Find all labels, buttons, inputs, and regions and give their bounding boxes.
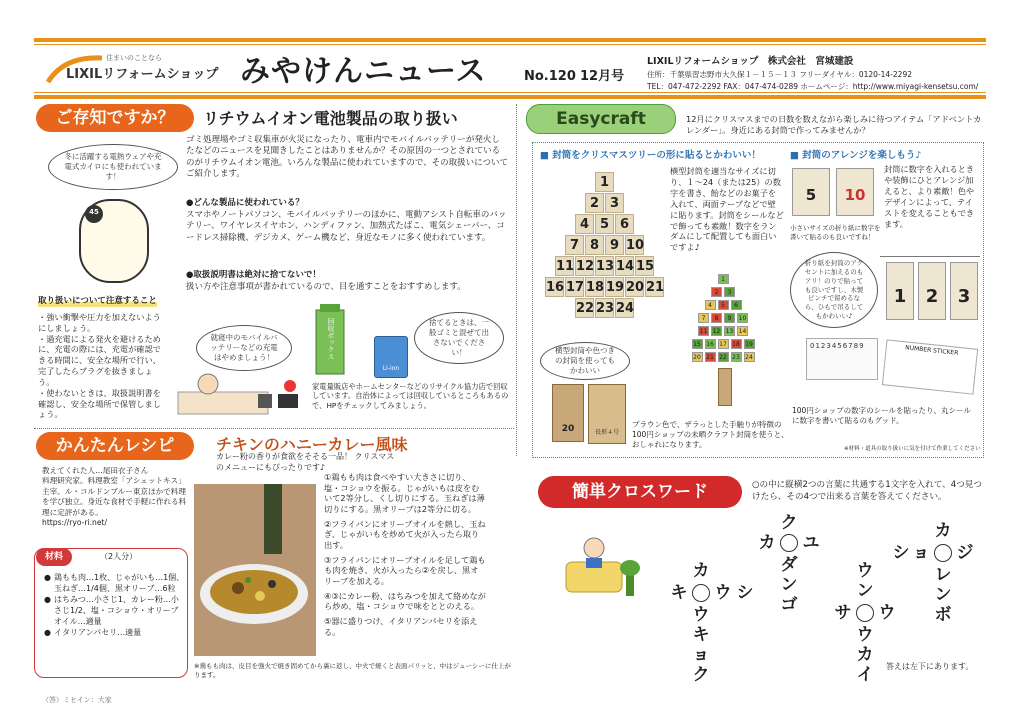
sticker-sheet-2 xyxy=(882,339,978,394)
crossword-char: カ xyxy=(934,521,952,541)
envelope-cell: 1 xyxy=(718,274,729,284)
header-bottom-bar xyxy=(34,95,986,99)
crossword-char: ョ xyxy=(912,543,930,563)
advent-number-cell: 24 xyxy=(615,298,634,318)
battery-number: 45 xyxy=(89,208,99,216)
easycraft-intro: 12月にクリスマスまでの日数を数えながら楽しみに待つアイテム「アドベントカレンダー」。身近にある封筒で作ってみませんか？ xyxy=(686,114,982,136)
bubble-envelope: 横型封筒や色つきの封筒を使ってもかわいい xyxy=(540,342,630,380)
advent-number-cell: 22 xyxy=(575,298,594,318)
envelope-tree xyxy=(658,262,790,412)
section1-intro: ゴミ処理場やゴミ収集車が火災になったり、電車内でモバイルバッテリーが発火したなどのニュースを見聞きしたことはありませんか？その原因の一つとされているのがリチウムイオン電池。いろんな製品に使われていますので、その取扱いについてご紹介します。 xyxy=(186,135,508,180)
crossword-char: ゴ xyxy=(780,595,798,615)
crossword-char: ダ xyxy=(780,555,798,575)
arrange-number-10: 10 xyxy=(844,186,866,204)
envelope-cell: 16 xyxy=(706,341,714,348)
recipe-step: ⑤器に盛りつけ、イタリアンパセリを添える。 xyxy=(324,615,478,637)
advent-number-cell: 19 xyxy=(605,277,624,297)
envelope-cell: 23 xyxy=(732,354,740,361)
envelope-sample-1 xyxy=(552,384,584,442)
advent-number-cell: 20 xyxy=(625,277,644,297)
crossword-blank-circle[interactable] xyxy=(856,604,874,622)
advent-number-cell: 12 xyxy=(575,256,594,276)
recipe-step: ④③にカレー粉、はちみつを加えて絡めながら炒め、塩・コショウで味をととのえる。 xyxy=(324,590,486,612)
armchair-reader-icon xyxy=(562,522,644,602)
envelope-cell: 10 xyxy=(738,315,747,322)
crossword-char: カ xyxy=(758,533,776,553)
envelope-cell: 6 xyxy=(731,300,742,310)
caution-title: 取り扱いについて注意すること xyxy=(38,296,157,306)
sticker-sheet-1 xyxy=(806,338,878,380)
crossword-char: ウ xyxy=(856,625,874,645)
advent-number-cell: 2 xyxy=(585,193,604,213)
envelope-cell: 17 xyxy=(719,341,727,348)
bed-icon xyxy=(174,362,306,420)
tree-description: 横型封筒を適当なサイズに切り、１～24（または25）の数字を書き、飴などのお菓子を入れて、両面テープなどで壁に貼ります。封筒をシールなどで飾っても素敵！数字をランダムにして配置しても面白いですよ♪ xyxy=(670,166,784,253)
envelope-cell: 13 xyxy=(725,328,734,335)
envelope-cell: 8 xyxy=(711,313,722,323)
envelope-cell: 22 xyxy=(719,354,727,361)
logo-tagline: 住まいのことなら xyxy=(106,54,162,62)
materials-footnote: ※材料・道具の取り扱いに気を付けて作業してください xyxy=(844,446,981,452)
bullet-icon: ● xyxy=(44,595,51,605)
hanging-envelope-2 xyxy=(918,262,946,320)
recipe-author: 教えてくれた人…尾田衣子さん 料理研究家。料理教室「アシェットキス」主宰。ル・コルドンブルー東京ほかで料理を学び独立。身近な食材で手軽に作れる料理に定評がある。 https://ryo-ri.net/ xyxy=(42,466,187,528)
recipe-step: ②フライパンにオリーブオイルを熱し、玉ねぎ、じゃがいもを炒めて火が入ったら取り出す。 xyxy=(324,518,486,550)
section1-q2: ●取扱説明書は絶対に捨てないで！ xyxy=(186,270,321,280)
advent-number-cell: 9 xyxy=(605,235,624,255)
battery-illustration xyxy=(76,196,152,286)
crossword-char: ク xyxy=(780,513,798,533)
crossword-blank-circle[interactable] xyxy=(780,534,798,552)
ingredient-text: イタリアンパセリ…適量 xyxy=(54,628,142,638)
ingredients-list xyxy=(44,572,186,638)
collection-box xyxy=(312,302,348,376)
recipe-steps xyxy=(324,472,486,637)
arrange-envelope-5 xyxy=(792,168,830,216)
ingredient-text: はちみつ…小さじ1、カレー粉…小さじ1/2、塩・コショウ・オリーブオイル…適量 xyxy=(54,595,179,627)
recipe-step: ③フライパンにオリーブオイルを足して鶏もも肉を焼き、火が入ったら②を戻し、黒オリーブを加える。 xyxy=(324,554,486,586)
advent-number-cell: 8 xyxy=(585,235,604,255)
advent-number-cell: 18 xyxy=(585,277,604,297)
reading-person-illustration xyxy=(562,522,644,602)
header-top-line xyxy=(34,44,986,45)
bubble-origami: 折り紙を封筒のアクセントに加えるのもアリ！のりで貼っても良いですし、木製ピンチで留めるなら、ひもで吊るしてもかわいい♪ xyxy=(790,252,878,328)
issue-month: 12月号 xyxy=(580,69,625,84)
hanging-envelope-1 xyxy=(886,262,914,320)
advent-number-cell: 1 xyxy=(595,172,614,192)
crossword-char: キ xyxy=(692,625,710,645)
hanging-envelopes xyxy=(880,252,980,324)
envelope-cell: 11 xyxy=(699,328,708,335)
envelope-cell: 2 xyxy=(711,287,722,297)
recipe-title: チキンのハニーカレー風味 xyxy=(216,435,408,454)
advent-number-cell: 13 xyxy=(595,256,614,276)
section-pill-easycraft: Easycraft xyxy=(526,104,676,134)
crossword-char: ク xyxy=(692,665,710,685)
crossword-blank-circle[interactable] xyxy=(934,544,952,562)
envelope-cell: 18 xyxy=(732,341,740,348)
arrange-description: 封筒に数字を入れるときや装飾にひとアレンジ加えると、より素敵！色やデザインによって、テイストを変えることもできます。 xyxy=(884,164,975,230)
recipe-subtitle: カレー粉の香りが食欲をそそる一品！ クリスマスのメニューにもぴったりです♪ xyxy=(216,452,395,472)
section1-q1: ●どんな製品に使われている？ xyxy=(186,198,304,208)
hang-number-3: 3 xyxy=(957,286,971,307)
logo xyxy=(44,52,224,86)
company-name: LIXILリフォームショップ 株式会社 宮城建設 xyxy=(647,56,854,67)
ingredient-item xyxy=(44,594,186,627)
hang-number-2: 2 xyxy=(925,286,939,307)
crossword-char: ン xyxy=(856,581,874,601)
section-pill-did-you-know: ご存知ですか？ xyxy=(36,104,194,132)
sticker-note: 100円ショップの数字のシールを貼ったり、丸シールに数字を書いて貼るのもグッド。 xyxy=(792,406,971,426)
crossword-char: ョ xyxy=(692,645,710,665)
advent-number-cell: 7 xyxy=(565,235,584,255)
envelope-cell: 19 xyxy=(745,341,753,348)
bullet-icon: ● xyxy=(44,628,51,638)
envelope-cell: 5 xyxy=(718,300,729,310)
crossword-blank-circle[interactable] xyxy=(692,584,710,602)
subheading-arrange: ■ 封筒のアレンジを楽しもう♪ xyxy=(790,150,922,161)
advent-number-cell: 6 xyxy=(615,214,634,234)
logo-text: LIXILリフォームショップ xyxy=(66,67,219,82)
section1-a1: スマホやノートパソコン、モバイルバッテリーのほかに、電動アシスト自転車のバッテリー、ワイヤレスイヤホン、ハンディファン、加熱式たばこ、電気シェーバー、コードレス掃除機、デジカメ、ゲーム機など、身近なモノに多く使われています。 xyxy=(186,210,507,243)
bubble-sleep-charging: 就寝中のモバイルバッテリーなどの充電はやめましょう！ xyxy=(196,325,292,371)
crossword-char: ウ xyxy=(878,603,896,623)
recycle-text: 家電量販店やホームセンターなどのリサイクル協力店で回収しています。自治体によっては回収しているところもあるので、HPをチェックしてみましょう。 xyxy=(312,382,509,410)
envelope-cell: 12 xyxy=(712,328,721,335)
advent-number-cell: 3 xyxy=(605,193,624,213)
crossword-char: イ xyxy=(856,665,874,685)
column-divider xyxy=(516,104,517,456)
crossword-char: ン xyxy=(780,575,798,595)
crossword-char: ボ xyxy=(934,605,952,625)
ingredient-item xyxy=(44,627,186,638)
subheading-tree: ■ 封筒をクリスマスツリーの形に貼るとかわいい！ xyxy=(540,150,761,161)
envelope-cell: 4 xyxy=(705,300,716,310)
bullet-icon: ● xyxy=(44,573,51,582)
sleeping-person-illustration xyxy=(174,362,306,420)
caution-text: ・強い衝撃や圧力を加えないようにしましょう。 ・過充電による発火を避けるために、充電の際には、充電が確認できる時間に、安全な場所で行い、完了したらプラグを抜きましょう。 ・使わないときは、取扱説明書を確認し、安全な場所で保管しましょう。 xyxy=(38,312,161,420)
envelope-cell: 9 xyxy=(724,313,735,323)
section-pill-crossword: 簡単クロスワード xyxy=(538,476,742,508)
crossword-area xyxy=(660,510,990,685)
advent-number-cell: 16 xyxy=(545,277,564,297)
tree-trunk xyxy=(718,368,732,406)
arrange-number-5: 5 xyxy=(805,186,817,204)
envelope-cell: 14 xyxy=(738,328,747,335)
advent-number-cell: 5 xyxy=(595,214,614,234)
ingredient-text: 鶏もも肉…1枚、じゃがいも…1個、玉ねぎ…1/4個、黒オリーブ…6粒 xyxy=(54,573,185,594)
left-divider xyxy=(34,428,514,429)
bubble-disposal: 捨てるときは、一般ゴミと混ぜて出さないでください！ xyxy=(414,312,504,364)
envelope-cell: 24 xyxy=(745,354,753,361)
crossword-char: ウ xyxy=(714,583,732,603)
collection-box-label: 回収ボックス xyxy=(327,318,335,360)
recipe-note: ※鶏もも肉は、皮目を強火で焼き固めてから裏に返し、中火で焼くと表面パリッと、中はジューシーに仕上がります。 xyxy=(194,662,511,679)
sticker-numbers: 0123456789 xyxy=(810,342,865,350)
advent-number-cell: 10 xyxy=(625,235,644,255)
crossword-char: シ xyxy=(736,583,754,603)
ingredients-servings: （2人分） xyxy=(100,552,138,561)
advent-number-cell: 23 xyxy=(595,298,614,318)
issue-number: No.120 xyxy=(524,69,576,84)
battery-label: Li-ion xyxy=(382,364,400,372)
hanging-envelope-3 xyxy=(950,262,978,320)
crossword-instructions: ○の中に縦横2つの言葉に共通する1文字を入れて、4つ見つけたら、その4つで出来る言葉を答えてください。 xyxy=(752,480,982,502)
ingredient-item xyxy=(44,572,186,594)
brown-envelope-note: ブラウン色で、ザラっとした手触りが特徴の100円ショップの未晒クラフト封筒を使うと、おしゃれになります。 xyxy=(632,420,789,450)
crossword-char: シ xyxy=(892,543,910,563)
arrange-envelope-10 xyxy=(836,168,874,216)
li-ion-battery xyxy=(374,336,408,378)
recipe-photo xyxy=(194,484,316,656)
ingredients-label: 材料 xyxy=(36,548,72,566)
envelope-cell: 3 xyxy=(724,287,735,297)
crossword-char: キ xyxy=(670,583,688,603)
crossword-char: カ xyxy=(692,561,710,581)
advent-number-cell: 11 xyxy=(555,256,574,276)
sticker-brand: NUMBER STICKER xyxy=(904,344,959,357)
envelope-cell: 20 xyxy=(693,354,701,361)
envelope-sample-2 xyxy=(588,384,626,444)
hang-number-1: 1 xyxy=(893,286,907,307)
recipe-step: ①鶏もも肉は食べやすい大きさに切り、塩・コショウを振る。じゃがいもは皮をむいて2等分し、くし切りにする。玉ねぎは薄切りにする。黒オリーブは2等分に切る。 xyxy=(324,472,485,514)
crossword-char: カ xyxy=(856,645,874,665)
chicken-dish-image xyxy=(194,484,316,656)
crossword-answer-note: 答えは左下にあります。 xyxy=(886,662,974,671)
crossword-char: ユ xyxy=(802,533,820,553)
bubble-heated-wear: 冬に活躍する電熱ウェアや充電式カイロにも使われています！ xyxy=(48,144,178,190)
header-top-bar xyxy=(34,38,986,42)
advent-number-cell: 15 xyxy=(635,256,654,276)
advent-number-cell: 4 xyxy=(575,214,594,234)
advent-tree xyxy=(540,166,670,338)
advent-number-cell: 21 xyxy=(645,277,664,297)
small-paper-note: 小さいサイズの折り紙に数字を書いて貼るのも良いですね！ xyxy=(790,224,881,241)
envelope-label: 長形４号 xyxy=(594,428,619,436)
crossword-char: サ xyxy=(834,603,852,623)
advent-number-cell: 17 xyxy=(565,277,584,297)
company-address: 住所：千葉県習志野市大久保１－１５－１３ フリーダイヤル：0120-14-2292 xyxy=(647,70,912,79)
section1-title: リチウムイオン電池製品の取り扱い xyxy=(203,109,458,128)
crossword-char: レ xyxy=(934,565,952,585)
crossword-char: ジ xyxy=(956,543,974,563)
envelope-number: 20 xyxy=(561,423,575,434)
crossword-char: ウ xyxy=(692,605,710,625)
footer-answer: （答）ミヒイン：大家 xyxy=(42,696,112,704)
header-bottom-line xyxy=(34,92,986,93)
company-contact: TEL：047-472-2292 FAX：047-474-0289 ホームページ：http://www.miyagi-kensetsu.com/ xyxy=(647,82,979,91)
advent-number-cell: 14 xyxy=(615,256,634,276)
envelope-cell: 21 xyxy=(706,354,714,361)
hanging-string xyxy=(880,256,980,257)
arrange-envelopes xyxy=(790,164,880,220)
newsletter-title: みやけんニュース xyxy=(240,54,487,89)
crossword-char: ン xyxy=(934,585,952,605)
section1-a2: 扱い方や注意事項が書かれているので、目を通すことをおすすめします。 xyxy=(186,282,466,292)
envelope-cell: 7 xyxy=(698,313,709,323)
crossword-char: ウ xyxy=(856,561,874,581)
envelope-cell: 15 xyxy=(693,341,701,348)
section-pill-recipe: かんたんレシピ xyxy=(36,432,194,460)
